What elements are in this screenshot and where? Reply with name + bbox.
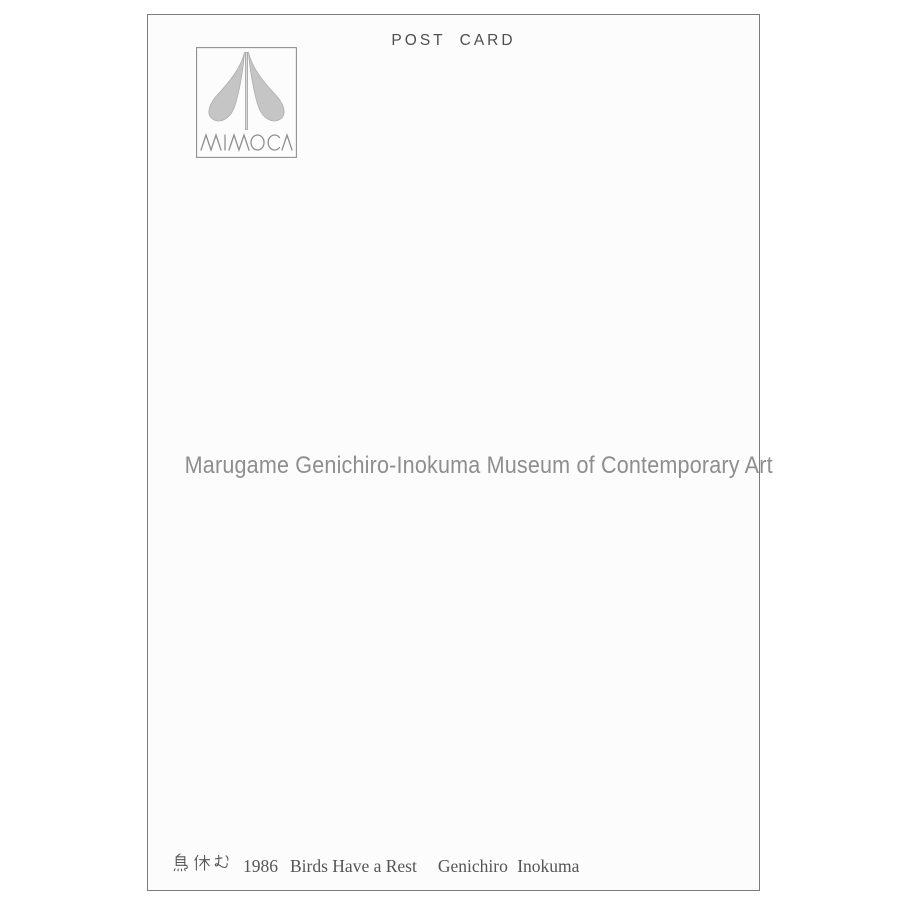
wordmark-letter-o: [251, 135, 264, 150]
artwork-artist: Genichiro Inokuma: [437, 856, 580, 876]
logo-center-spike: [245, 53, 247, 130]
wordmark-letter-m2: [229, 135, 249, 150]
artwork-title-japanese: [171, 853, 231, 870]
artwork-title-english: Birds Have a Rest: [290, 856, 417, 876]
wordmark-letter-m1: [201, 135, 221, 150]
postcard: [147, 14, 773, 891]
postcard-header-label: POST CARD: [391, 32, 516, 49]
artwork-year: 1986: [243, 856, 278, 876]
wordmark-letter-a: [282, 135, 292, 150]
kanji-tori-glyph: [171, 853, 190, 872]
kana-mu-glyph: [212, 853, 231, 872]
kanji-yasumu-glyph: [192, 853, 211, 872]
logo-petal-right: [249, 52, 285, 121]
mimoca-logo: [196, 47, 297, 158]
museum-name: Marugame Genichiro-Inokuma Museum of Contemporary Art: [184, 452, 773, 479]
logo-petal-left: [209, 52, 245, 121]
artwork-caption: [171, 853, 579, 876]
logo-wordmark: [201, 135, 292, 150]
wordmark-letter-c: [268, 135, 279, 150]
